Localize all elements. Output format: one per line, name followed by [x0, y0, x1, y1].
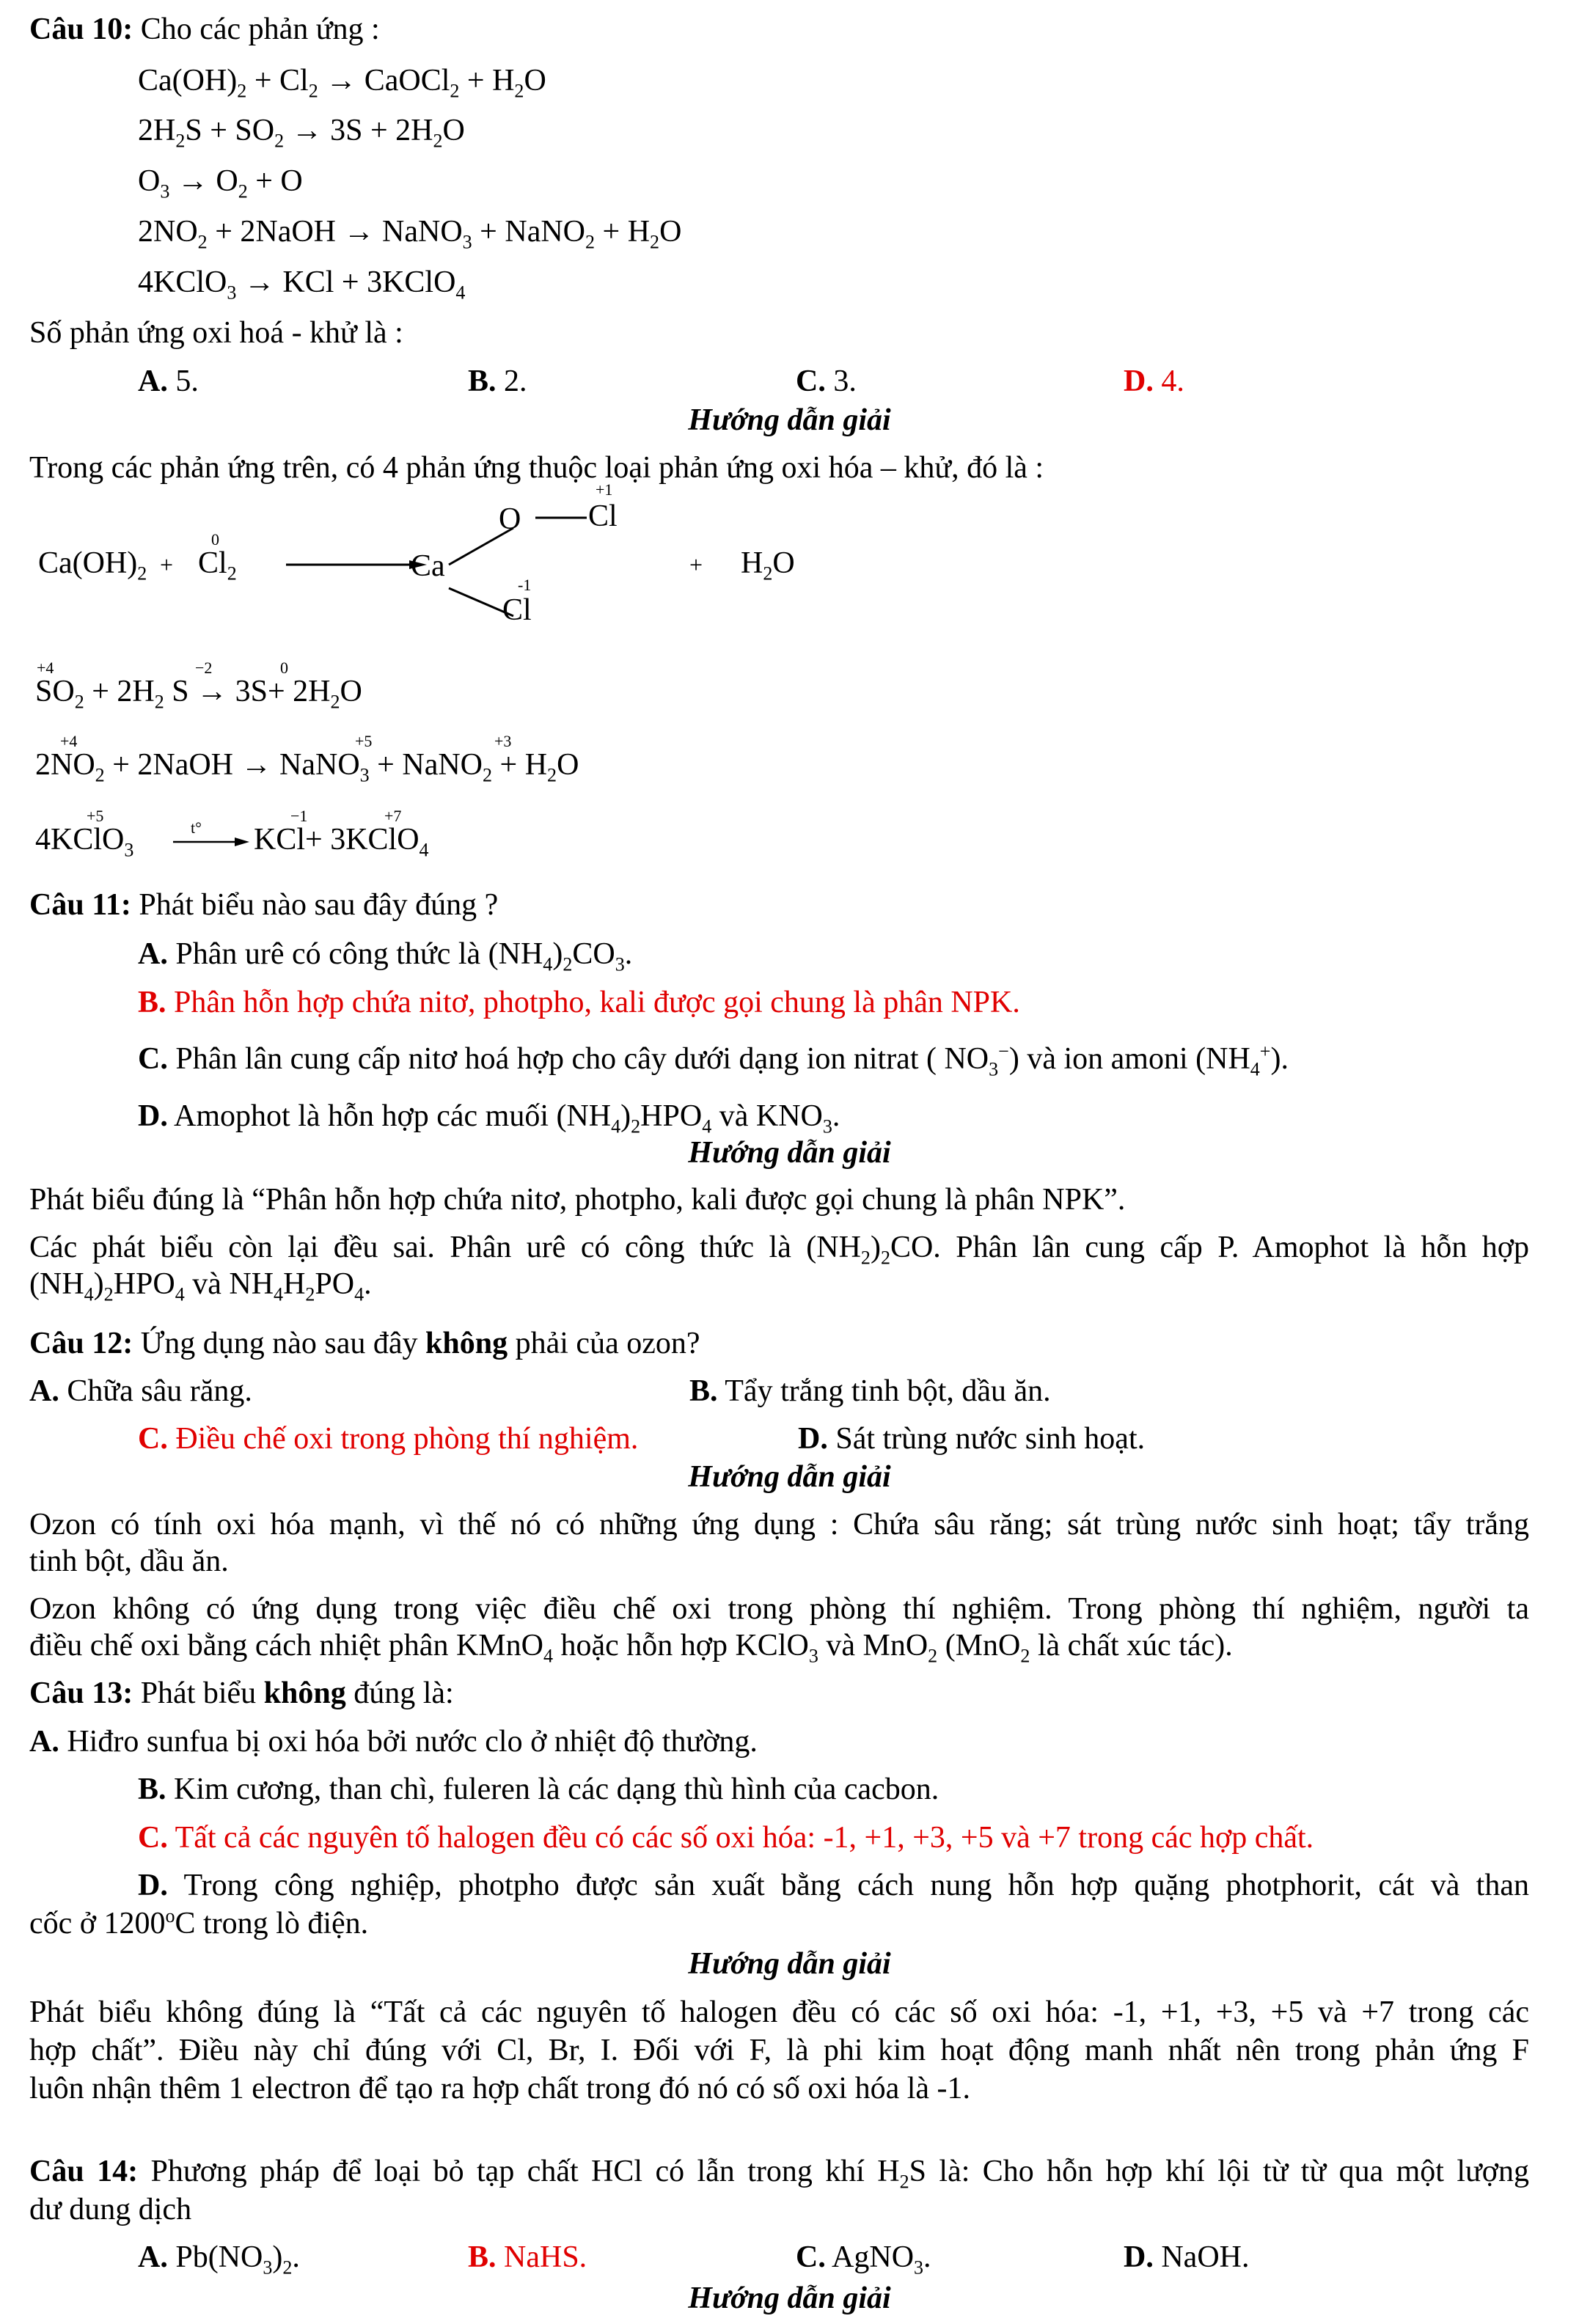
scheme-reactant-1: $Ca(OH)_2$ [38, 546, 147, 584]
q14-stem: Câu 14: Phương pháp để loại bỏ tạp chất HCl có lẫn trong khí $H_2S$ là: Cho hỗn hợp khí lội từ từ qua một lượng [29, 2155, 1530, 2193]
q10-label: Câu 10: [29, 12, 133, 46]
q10-stem [29, 10, 380, 49]
q12-solution-1: Ozon có tính oxi hóa mạnh, vì thế nó có những ứng dụng : Chứa sâu răng; sát trùng nước sinh hoạt; tẩy trắng [29, 1508, 1529, 1542]
q13-solution-1: Phát biểu không đúng là “Tất cả các nguyên tố halogen đều có các số oxi hóa: -1, +1, +3, +5 và +7 trong các [29, 1995, 1529, 2029]
q11-solution-2: Các phát biểu còn lại đều sai. Phân urê có công thức là $(NH_2)_2CO$. Phân lân cung cấp P. Amophot là hỗn hợp [29, 1231, 1530, 1269]
q10-solution-intro: Trong các phản ứng trên, có 4 phản ứng thuộc loại phản ứng oxi hóa – khử, đó là : [29, 451, 1044, 485]
q13-option-c[interactable]: C. Tất cả các nguyên tố halogen đều có các số oxi hóa: -1, +1, +3, +5 và +7 trong các hợp chất. [138, 1821, 1314, 1855]
q13-option-d[interactable]: D. Trong công nghiệp, photpho được sản xuất bằng cách nung hỗn hợp quặng photphorit, cát và than [138, 1869, 1529, 1902]
q13-solution-2: hợp chất”. Điều này chỉ đúng với Cl, Br, I. Đối với F, là phi kim hoạt động manh nhất nên trong phản ứng F [29, 2034, 1529, 2067]
q10-option-a[interactable]: A. 5. [138, 364, 199, 398]
q11-option-d[interactable]: D. Amophot là hỗn hợp các muối $(NH_4)_2HPO_4$ và $KNO_3$. [138, 1099, 840, 1137]
q11-option-a[interactable]: A. Phân urê có công thức là $(NH_4)_2CO_3$. [138, 937, 633, 975]
q13-option-b[interactable]: B. Kim cương, than chì, fuleren là các dạng thù hình của cacbon. [138, 1773, 939, 1806]
q10-stem-text: Cho các phản ứng : [140, 12, 380, 46]
q10-option-c[interactable]: C. 3. [796, 364, 857, 398]
scheme-ca: Ca [411, 549, 445, 583]
eq4-arrow-label: t° [191, 818, 202, 837]
q12-label: Câu 12: [29, 1327, 133, 1360]
q10-reaction-3: $O_3 \to O_2 + O$ [138, 164, 303, 202]
q10-option-b[interactable]: B. 2. [468, 364, 527, 398]
ox-bottom: -1 [518, 576, 532, 594]
q11-solution-3: $(NH_4)_2HPO_4$ và $NH_4H_2PO_4$. [29, 1267, 372, 1305]
scheme-plus-1: + [160, 551, 174, 578]
q14-option-c[interactable]: C. AgNO$_3$. [796, 2240, 931, 2279]
q10-eq-3: +4 +5 +3 $2NO_2$ + 2NaOH → NaNO$_3$ + NaNO$_2$ + $H_2O$ [35, 732, 579, 786]
q10-reaction-1: $Ca(OH)_2 + Cl_2$ → CaOCl$_2$ + $H_2O$ [138, 64, 546, 102]
q14-stem-line2: dư dung dịch [29, 2193, 192, 2226]
q11-guide-title: Hướng dẫn giải [688, 1136, 891, 1170]
q12-stem: Câu 12: Ứng dụng nào sau đây không phải của ozon? [29, 1327, 700, 1360]
q14-guide-title: Hướng dẫn giải [688, 2281, 891, 2315]
q11-stem: Câu 11: Phát biểu nào sau đây đúng ? [29, 888, 499, 922]
q12-option-c[interactable]: C. Điều chế oxi trong phòng thí nghiệm. [138, 1422, 639, 1456]
q10-reaction-2: $2H_2S + SO_2 \to 3S + 2H_2O$ [138, 114, 465, 152]
scheme-cl-bottom: Cl [502, 593, 532, 627]
q10-reaction-5: 4KClO$_3$ → KCl + 3KClO$_4$ [138, 265, 466, 304]
q12-option-d[interactable]: D. Sát trùng nước sinh hoạt. [798, 1422, 1146, 1456]
q12-solution-3: Ozon không có ứng dụng trong việc điều chế oxi trong phòng thí nghiệm. Trong phòng thí nghiệm, người ta [29, 1592, 1529, 1626]
q14-label: Câu 14: [29, 2155, 139, 2188]
q13-guide-title: Hướng dẫn giải [688, 1947, 891, 1981]
q12-option-a[interactable]: A. Chữa sâu răng. [29, 1374, 252, 1408]
ox-n-plus4: +4 [60, 732, 78, 750]
q11-label: Câu 11: [29, 888, 131, 922]
q14-option-a[interactable]: A. $Pb(NO_3)_2$. [138, 2240, 300, 2279]
q10-question: Số phản ứng oxi hoá - khử là : [29, 316, 403, 350]
ox-cl-minus1: −1 [290, 807, 308, 825]
q12-solution-2: tinh bột, dầu ăn. [29, 1544, 229, 1578]
q13-option-d-line2: cốc ở 1200$^o$C trong lò điện. [29, 1905, 369, 1940]
ox-cl2: 0 [211, 530, 219, 549]
q10-reaction-4: $2NO_2$ + 2NaOH → NaNO$_3$ + NaNO$_2$ + $H_2O$ [138, 215, 682, 253]
scheme-cl-top: Cl [588, 499, 618, 533]
q10-option-d[interactable]: D. 4. [1124, 364, 1184, 398]
q11-option-b[interactable]: B. Phân hỗn hợp chứa nitơ, photpho, kali được gọi chung là phân NPK. [138, 986, 1020, 1019]
scheme-cl2: $Cl_2$ [198, 546, 237, 584]
ox-top: +1 [596, 480, 613, 499]
q13-stem: Câu 13: Phát biểu không đúng là: [29, 1676, 454, 1710]
scheme-o: O [499, 502, 521, 536]
q12-option-b[interactable]: B. Tẩy trắng tinh bột, dầu ăn. [689, 1374, 1051, 1408]
ox-cl-plus7: +7 [384, 807, 402, 825]
ox-n-plus5: +5 [355, 732, 373, 750]
q10-scheme-1 [29, 480, 836, 645]
q11-solution-1: Phát biểu đúng là “Phân hỗn hợp chứa nitơ, photpho, kali được gọi chung là phân NPK”. [29, 1183, 1126, 1217]
ox-cl-plus5: +5 [87, 807, 104, 825]
ox-s-minus2: −2 [195, 659, 213, 677]
q13-option-a[interactable]: A. Hiđro sunfua bị oxi hóa bởi nước clo ở nhiệt độ thường. [29, 1725, 758, 1759]
scheme-h2o: $H_2O$ [741, 546, 795, 584]
ox-n-plus3: +3 [494, 732, 512, 750]
q12-solution-4: điều chế oxi bằng cách nhiệt phân KMnO$_4$ hoặc hỗn hợp KClO$_3$ và MnO$_2$ (MnO$_2$ là chất xúc tác). [29, 1629, 1233, 1667]
q10-eq-4: +5 −1 +7 4KClO$_3$ t° KCl+ 3KClO$_4$ [35, 807, 429, 861]
q14-option-d[interactable]: D. NaOH. [1124, 2240, 1250, 2274]
ox-s-plus4: +4 [37, 659, 54, 677]
q10-eq-2: +4 −2 0 $SO_2 + 2H_2$ $S \to 3S+ 2H_2O$ [35, 659, 362, 713]
q13-label: Câu 13: [29, 1676, 133, 1710]
q14-option-b[interactable]: B. NaHS. [468, 2240, 587, 2274]
ox-s-zero: 0 [280, 659, 288, 677]
q12-guide-title: Hướng dẫn giải [688, 1460, 891, 1494]
scheme-plus-2: + [689, 551, 703, 578]
q13-solution-3: luôn nhận thêm 1 electron để tạo ra hợp chất trong đó nó có số oxi hóa là -1. [29, 2072, 971, 2105]
q10-guide-title: Hướng dẫn giải [688, 403, 891, 437]
q11-option-c[interactable]: C. Phân lân cung cấp nitơ hoá hợp cho cây dưới dạng ion nitrat ( $NO_3^-$) và ion amoni $(NH_4^+)$. [138, 1041, 1289, 1080]
eq4-arrow [173, 831, 254, 853]
scheme-bonds [447, 513, 667, 623]
